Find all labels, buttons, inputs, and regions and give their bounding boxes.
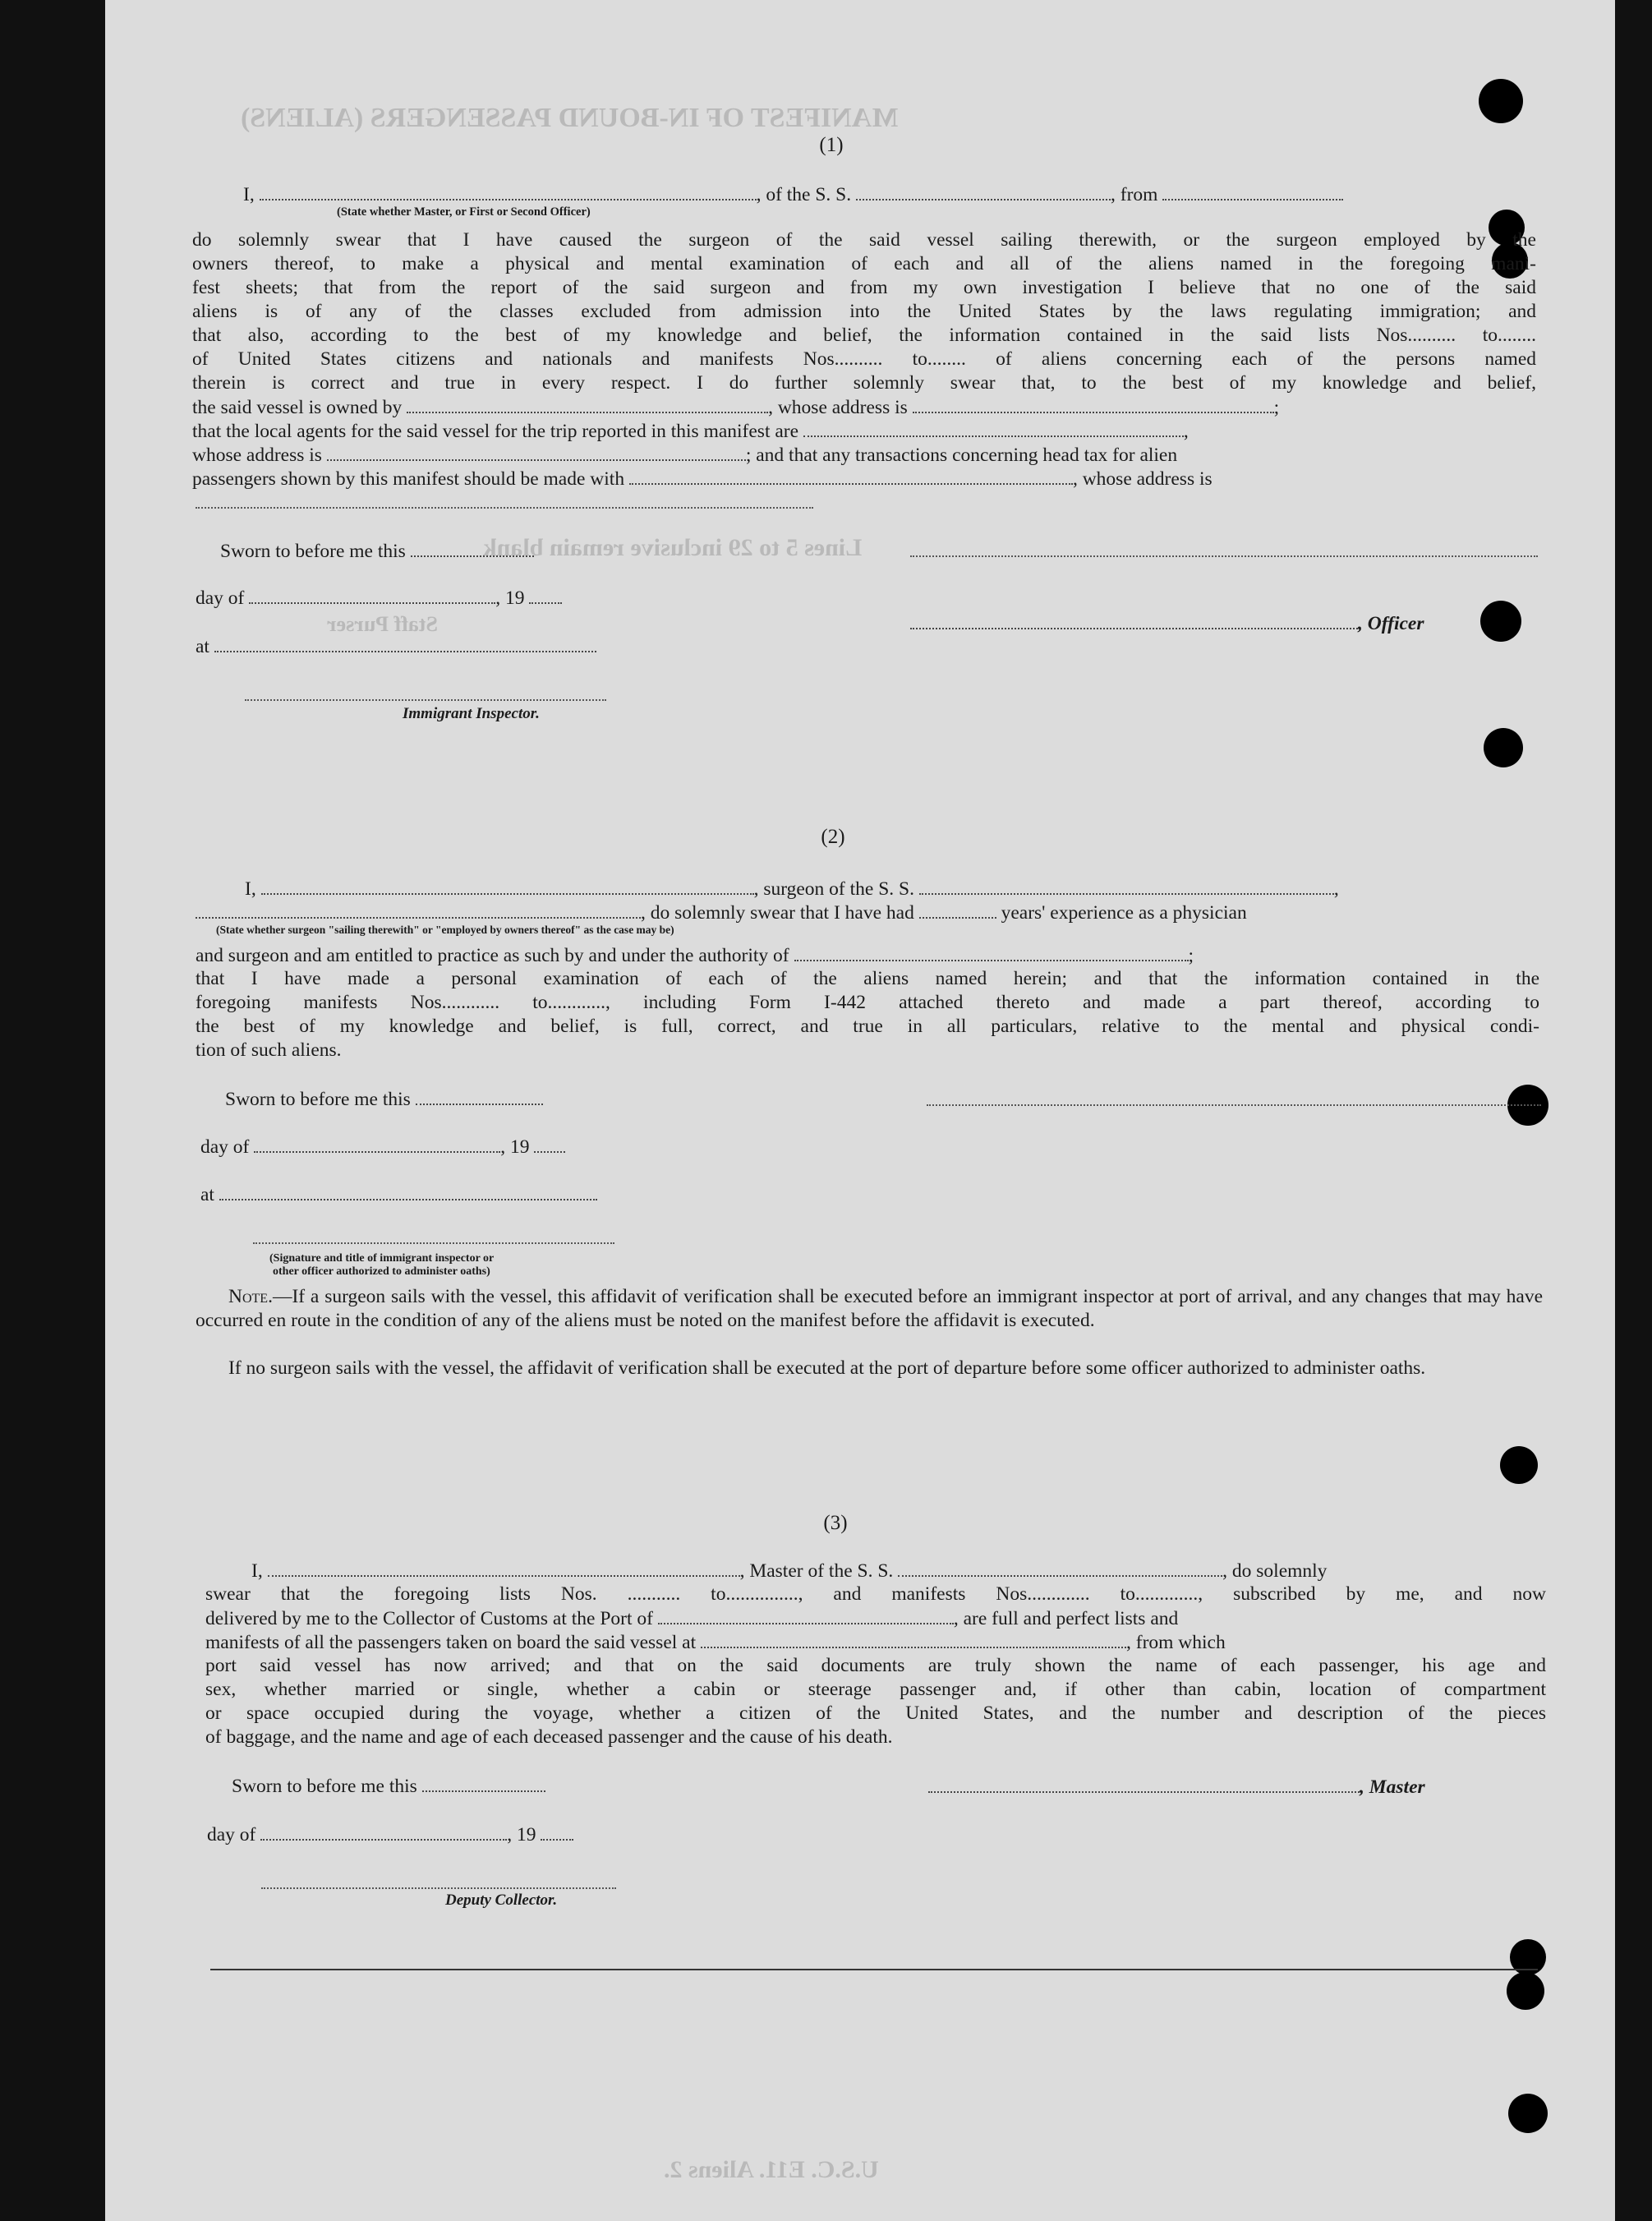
s1-semicolon: ; (1273, 397, 1280, 418)
s2-at-line (200, 1182, 597, 1207)
bleed-through-text: U.S.C. E11. Aliens 2. (664, 2156, 879, 2183)
punch-hole-icon (1500, 1446, 1538, 1484)
s1-at-line (196, 634, 596, 659)
s1-sworn-line (220, 539, 534, 564)
bottom-rule (210, 1969, 1538, 1970)
s1-inspector-sig-field[interactable] (245, 699, 606, 701)
s1-i: I, (243, 184, 255, 205)
s1-officer-line (910, 611, 1424, 636)
s1-address-continuation-field[interactable] (196, 507, 813, 509)
s3-deputy-caption: Deputy Collector. (445, 1892, 558, 1909)
s3-line: of baggage, and the name and age of each deceased passenger and the cause of his death. (205, 1726, 893, 1748)
punch-hole-icon (1479, 79, 1523, 123)
s1-line: owners thereof, to make a physical and mental examination of each and all of the aliens named in the foregoing mani- (192, 253, 1536, 274)
s2-month-field[interactable] (254, 1135, 500, 1153)
s1-at-field[interactable] (214, 634, 596, 652)
s2-status-field[interactable] (196, 901, 641, 919)
s1-officer: , Officer (1358, 613, 1424, 634)
s1-whose-address: , whose address is (768, 397, 908, 418)
s2-experience-line (196, 901, 1247, 925)
s1-state-caption: (State whether Master, or First or Second Officer) (337, 205, 591, 219)
s2-i: I, (245, 878, 256, 900)
s2-surgeon-of-ss: , surgeon of the S. S. (753, 878, 914, 900)
s1-comma: , (1183, 421, 1189, 442)
punch-hole-icon (1480, 601, 1521, 642)
s1-officer-sig-field[interactable] (910, 611, 1358, 629)
s2-authority-field[interactable] (794, 943, 1189, 961)
s1-line: of United States citizens and nationals and manifests Nos.......... to........ of aliens concerning each of the persons named (192, 348, 1536, 370)
s1-agents: that the local agents for the said vessel for the trip reported in this manifest are (192, 421, 799, 442)
s1-vessel-field[interactable] (856, 182, 1111, 200)
section-3-number: (3) (823, 1512, 848, 1534)
s2-19: , 19 (500, 1136, 530, 1158)
s2-day-line (200, 1135, 565, 1159)
s1-day-of: day of (196, 588, 245, 609)
s1-head-tax: ; and that any transactions concerning head tax for alien (745, 445, 1178, 466)
s3-line: swear that the foregoing lists Nos. ........... to..............., and manifests Nos............. to............., subscribed by me, and now (205, 1583, 1546, 1605)
s2-line: the best of my knowledge and belief, is full, correct, and true in all particulars, relative to the mental and physical condi- (196, 1016, 1539, 1037)
s1-line: that also, according to the best of my knowledge and belief, the information contained in the said lists Nos.......... to........ (192, 325, 1536, 346)
s3-year-field[interactable] (541, 1822, 573, 1841)
s2-note-text: —If a surgeon sails with the vessel, this affidavit of verification shall be executed before an immigrant inspector at port of arrival, and any changes that may have occurred en route in the condition of any of the aliens must be noted on the manifest before the affidavit is executed. (196, 1286, 1543, 1331)
s3-month-field[interactable] (260, 1822, 507, 1841)
s3-19: , 19 (507, 1824, 536, 1845)
s3-intro-line (251, 1559, 1327, 1583)
s1-intro-line (243, 182, 1343, 207)
s1-passengers-line (192, 467, 1213, 491)
s3-full-perfect: , are full and perfect lists and (953, 1608, 1179, 1629)
s1-agents-address-field[interactable] (327, 443, 746, 461)
s2-note-label: Note. (228, 1286, 273, 1307)
s1-sworn: Sworn to before me this (220, 541, 406, 562)
s2-note (196, 1285, 1543, 1333)
s1-whose-address-is: whose address is (192, 445, 322, 466)
s2-intro-line (245, 877, 1339, 901)
s1-agents-line (192, 419, 1189, 444)
bleed-through-text: Staff Purser (327, 612, 439, 636)
s2-authority-line (196, 943, 1194, 968)
s2-sig-caption: other officer authorized to administer oaths) (273, 1265, 490, 1278)
s1-at: at (196, 636, 209, 657)
s2-state-caption: (State whether surgeon "sailing therewith" or "employed by owners thereof" as the case may be) (216, 924, 674, 936)
s1-of-ss: , of the S. S. (756, 184, 852, 205)
s1-from: , from (1111, 184, 1158, 205)
bleed-through-text: Lines 5 to 29 inclusive remain blank (483, 534, 863, 561)
s3-from-which: , from which (1126, 1632, 1226, 1653)
s3-collector: delivered by me to the Collector of Customs at the Port of (205, 1608, 653, 1629)
s1-month-field[interactable] (249, 586, 495, 604)
s2-do-solemnly: , do solemnly swear that I have had (641, 902, 914, 924)
s3-master-sig-field[interactable] (928, 1775, 1360, 1793)
s3-master-name-field[interactable] (268, 1559, 740, 1577)
s3-do-solemnly: , do solemnly (1222, 1560, 1328, 1582)
s1-inspector-caption: Immigrant Inspector. (403, 705, 540, 722)
s3-day-line (207, 1822, 573, 1847)
s2-line: that I have made a personal examination of each of the aliens named herein; and that the information contained in the (196, 968, 1539, 989)
s3-line: sex, whether married or single, whether a cabin or steerage passenger and, if other than cabin, location of compartment (205, 1679, 1546, 1700)
s2-semicolon: ; (1188, 945, 1194, 966)
s2-sworn-day-field[interactable] (416, 1087, 543, 1105)
s1-from-field[interactable] (1162, 182, 1343, 200)
s3-master: , Master (1360, 1776, 1425, 1798)
s3-sworn-line (232, 1774, 545, 1799)
section-2-number: (2) (821, 826, 845, 848)
s2-surgeon-name-field[interactable] (261, 877, 754, 895)
s2-vessel-field[interactable] (919, 877, 1334, 895)
s2-authority: and surgeon and am entitled to practice as such by and under the authority of (196, 945, 789, 966)
s2-note-2: If no surgeon sails with the vessel, the affidavit of verification shall be executed at the port of departure before some officer authorized to administer oaths. (228, 1357, 1426, 1379)
s1-owned-by: the said vessel is owned by (192, 397, 403, 418)
s3-board-port-field[interactable] (701, 1630, 1126, 1648)
s2-year-field[interactable] (534, 1135, 565, 1153)
s2-inspector-sig-field[interactable] (253, 1242, 614, 1244)
s2-line: tion of such aliens. (196, 1039, 342, 1061)
s2-line: foregoing manifests Nos............ to............, including Form I-442 attached thereto and made a part thereof, according to (196, 992, 1539, 1013)
punch-hole-icon (1508, 2094, 1548, 2133)
s2-years-field[interactable] (919, 901, 996, 919)
s1-right-sig-field[interactable] (910, 555, 1538, 557)
s1-owner-line (192, 395, 1279, 420)
s1-head-tax-field[interactable] (629, 467, 1073, 485)
s1-officer-name-field[interactable] (260, 182, 757, 200)
s2-end: , (1333, 878, 1339, 900)
s3-deputy-sig-field[interactable] (261, 1887, 616, 1889)
s1-sworn-day-field[interactable] (411, 539, 534, 557)
s3-port-line (205, 1606, 1178, 1631)
punch-hole-icon (1484, 728, 1523, 767)
s2-day-of: day of (200, 1136, 250, 1158)
s2-years: years' experience as a physician (1001, 902, 1247, 924)
s3-board-line (205, 1630, 1226, 1655)
s1-day-line (196, 586, 562, 611)
bleed-through-text: MANIFEST OF IN-BOUND PASSENGERS (ALIENS) (241, 103, 899, 133)
s3-sworn: Sworn to before me this (232, 1776, 417, 1797)
s3-line: port said vessel has now arrived; and that on the said documents are truly shown the name of each passenger, his age and (205, 1655, 1546, 1676)
s3-day-of: day of (207, 1824, 256, 1845)
s2-sig-caption: (Signature and title of immigrant inspector or (269, 1252, 495, 1265)
s2-sworn: Sworn to before me this (225, 1089, 411, 1110)
s1-whose-address-is-2: , whose address is (1072, 468, 1213, 490)
s1-owner-address-field[interactable] (913, 395, 1274, 413)
s1-address-line (192, 443, 1177, 468)
punch-hole-icon (1507, 1972, 1544, 2010)
s1-owner-field[interactable] (407, 395, 768, 413)
section-1-number: (1) (819, 134, 844, 156)
s3-sworn-day-field[interactable] (422, 1774, 545, 1792)
s1-line: therein is correct and true in every respect. I do further solemnly swear that, to the best of my knowledge and belief, (192, 372, 1536, 394)
s1-passengers: passengers shown by this manifest should be made with (192, 468, 625, 490)
s1-19: , 19 (495, 588, 525, 609)
s1-agents-field[interactable] (803, 419, 1184, 437)
s3-master-sig-line (928, 1775, 1425, 1799)
s2-at: at (200, 1184, 214, 1205)
s3-vessel-field[interactable] (898, 1559, 1222, 1577)
s2-surgeon-sig-field[interactable] (927, 1104, 1541, 1106)
s1-line: do solemnly swear that I have caused the surgeon of the said vessel sailing therewith, or the surgeon employed by the (192, 229, 1536, 251)
s3-manifests: manifests of all the passengers taken on board the said vessel at (205, 1632, 697, 1653)
form-sheet (105, 0, 1615, 2221)
s3-i: I, (251, 1560, 263, 1582)
s1-year-field[interactable] (529, 586, 562, 604)
s3-master-of-ss: , Master of the S. S. (739, 1560, 894, 1582)
s2-at-field[interactable] (219, 1182, 597, 1200)
s3-port-field[interactable] (658, 1606, 954, 1624)
s3-line: or space occupied during the voyage, whether a citizen of the United States, and the number and description of the pieces (205, 1703, 1546, 1724)
s2-sworn-line (225, 1087, 543, 1112)
s1-line: fest sheets; that from the report of the said surgeon and from my own investigation I believe that no one of the said (192, 277, 1536, 298)
s1-line: aliens is of any of the classes excluded from admission into the United States by the laws regulating immigration; and (192, 301, 1536, 322)
